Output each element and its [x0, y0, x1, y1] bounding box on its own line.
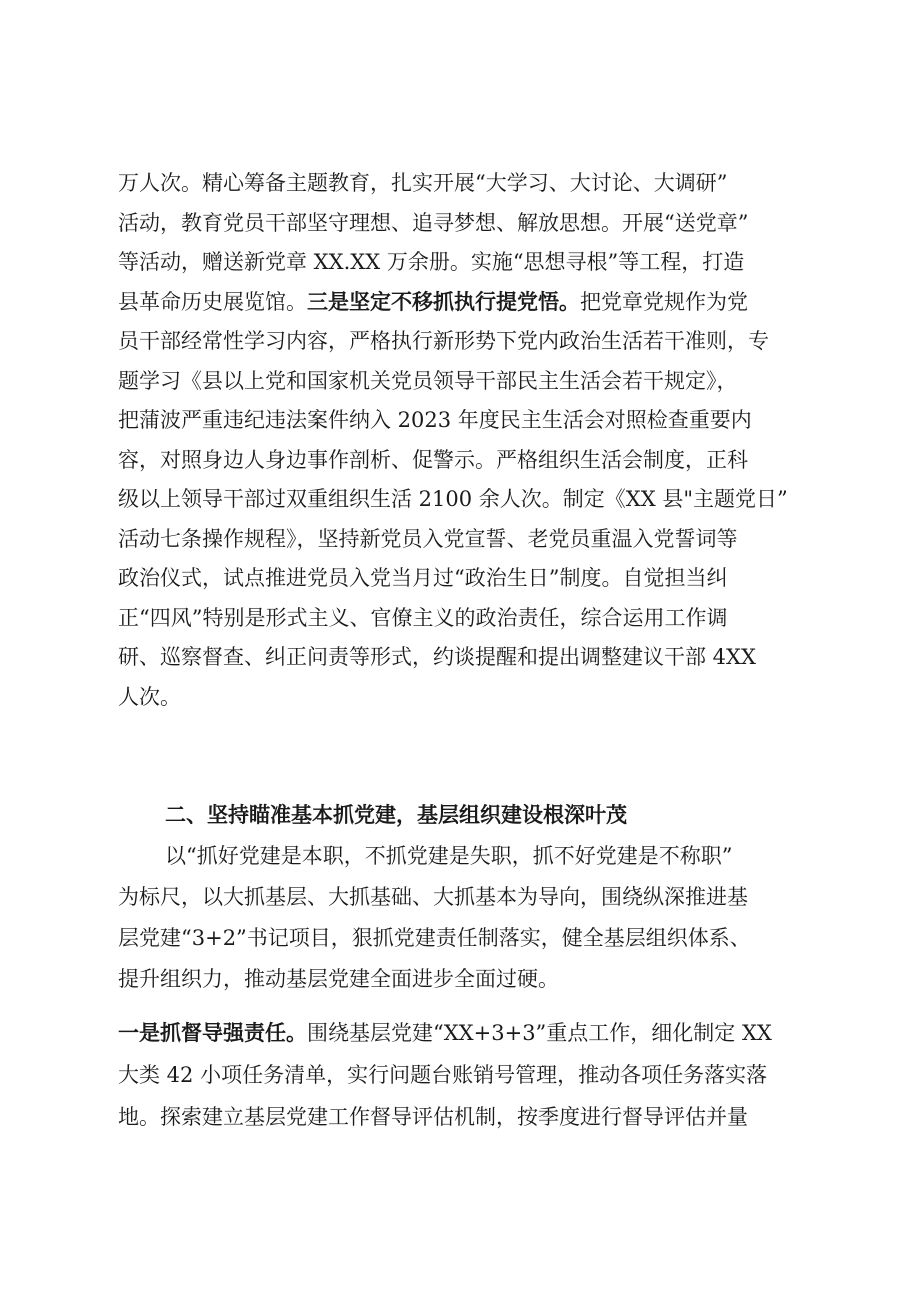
text-line: 万人次。精心筹备主题教育，扎实开展“大学习、大讨论、大调研” — [118, 171, 728, 195]
text-line: 大类 42 小项任务清单，实行问题台账销号管理，推动各项任务落实落 — [118, 1063, 768, 1087]
text-line: 员干部经常性学习内容，严格执行新形势下党内政治生活若干准则，专 — [118, 329, 769, 353]
bold-subheading: 三是坚定不移抓执行提党悟。 — [307, 289, 580, 314]
text-line: 活动，教育党员干部坚守理想、追寻梦想、解放思想。开展“送党章” — [118, 210, 749, 235]
text-line: 研、巡察督查、纠正问责等形式，约谈提醒和提出调整建议干部 4XX — [118, 645, 756, 669]
text-run: 县革命历史展览馆。 — [118, 289, 307, 314]
text-line: 正“四风”特别是形式主义、官僚主义的政治责任，综合运用工作调 — [118, 605, 728, 630]
text-line: 为标尺，以大抓基层、大抓基础、大抓基本为导向，围绕纵深推进基 — [118, 885, 748, 909]
text-line: 容，对照身边人身边事作剖析、促警示。严格组织生活会制度，正科 — [118, 447, 748, 472]
text-line-with-bold — [118, 1012, 830, 1054]
section-heading: 二、坚持瞄准基本抓党建，基层组织建设根深叶茂 — [165, 803, 627, 827]
text-line: 层党建“3+2”书记项目，狠抓党建责任制落实，健全基层组织体系、 — [118, 926, 751, 950]
text-line: 级以上领导干部过双重组织生活 2100 余人次。制定《XX 县"主题党日” — [118, 487, 788, 511]
text-line: 提升组织力，推动基层党建全面进步全面过硬。 — [118, 967, 559, 991]
text-line: 活动七条操作规程》，坚持新党员入党宣誓、老党员重温入党誓词等 — [118, 526, 738, 551]
text-line: 把蒲波严重违纪违法案件纳入 2023 年度民主生活会对照检查重要内 — [118, 408, 752, 432]
paragraph-party-education — [118, 164, 830, 717]
text-line-with-bold — [118, 283, 830, 323]
paragraph-supervision — [118, 1012, 830, 1138]
text-run: 围绕基层党建“XX+3+3”重点工作，细化制定 XX — [307, 1021, 772, 1045]
paragraph-standards — [118, 836, 830, 1000]
text-run: 把党章党规作为党 — [580, 289, 748, 314]
bold-subheading: 一是抓督导强责任。 — [118, 1021, 307, 1045]
text-line: 题学习《县以上党和国家机关党员领导干部民主生活会若干规定》， — [118, 368, 738, 393]
text-line: 政治仪式，试点推进党员入党当月过“政治生日”制度。自觉担当纠 — [118, 566, 728, 590]
text-line: 以“抓好党建是本职，不抓党建是失职，抓不好党建是不称职” — [165, 844, 733, 868]
text-line: 人次。 — [118, 684, 181, 709]
text-line: 等活动，赠送新党章 XX.XX 万余册。实施“思想寻根”等工程，打造 — [118, 250, 745, 274]
text-line: 地。探索建立基层党建工作督导评估机制，按季度进行督导评估并量 — [118, 1105, 748, 1129]
